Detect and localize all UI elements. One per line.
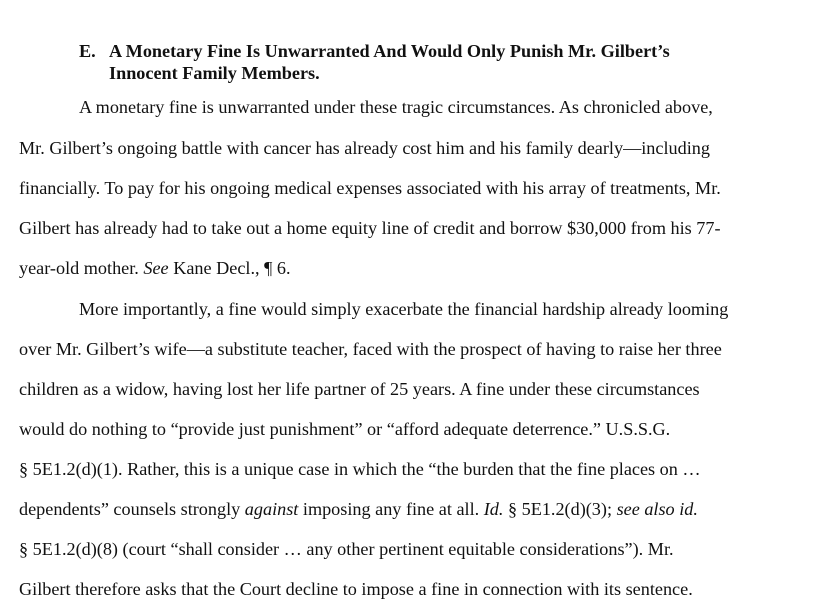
para2-line-6-text-a: dependents” counsels strongly xyxy=(19,499,245,519)
citation-id: Id. xyxy=(483,499,504,519)
para2-line-7: § 5E1.2(d)(8) (court “shall consider … any other pertinent equitable considerations”). Mr. xyxy=(19,539,674,559)
para1-line-1: A monetary fine is unwarranted under these tragic circumstances. As chronicled above, xyxy=(79,97,713,117)
para2-line-5: § 5E1.2(d)(1). Rather, this is a unique case in which the “the burden that the fine places on … xyxy=(19,459,701,479)
para2-line-8: Gilbert therefore asks that the Court decline to impose a fine in connection with its sentence. xyxy=(19,579,693,599)
para2-line-2: over Mr. Gilbert’s wife—a substitute teacher, faced with the prospect of having to raise her three xyxy=(19,339,722,359)
emphasis-against: against xyxy=(244,499,299,519)
heading-line-2: Innocent Family Members. xyxy=(109,63,320,83)
para1-line-5-text-b: Kane Decl., ¶ 6. xyxy=(168,258,291,278)
para1-line-5 xyxy=(19,257,291,279)
para2-line-6-text-b: imposing any fine at all. xyxy=(298,499,484,519)
para2-line-1: More importantly, a fine would simply exacerbate the financial hardship already looming xyxy=(79,299,729,319)
para1-line-5-text-a: year-old mother. xyxy=(19,258,144,278)
para2-line-4: would do nothing to “provide just punishment” or “afford adequate deterrence.” U.S.S.G. xyxy=(19,419,671,439)
para2-line-3: children as a widow, having lost her life partner of 25 years. A fine under these circumstances xyxy=(19,379,700,399)
para1-line-2: Mr. Gilbert’s ongoing battle with cancer has already cost him and his family dearly—including xyxy=(19,138,710,158)
heading-line-1: A Monetary Fine Is Unwarranted And Would Only Punish Mr. Gilbert’s xyxy=(109,41,670,61)
para1-line-4: Gilbert has already had to take out a home equity line of credit and borrow $30,000 from his 77- xyxy=(19,218,721,238)
section-heading xyxy=(79,40,670,84)
para2-line-6-text-c: § 5E1.2(d)(3); xyxy=(503,499,617,519)
section-letter: E. xyxy=(79,41,96,61)
para2-line-6 xyxy=(19,498,698,520)
citation-see-also-id: see also id. xyxy=(616,499,698,519)
citation-signal-see: See xyxy=(143,258,169,278)
para1-line-3: financially. To pay for his ongoing medical expenses associated with his array of treatments, Mr. xyxy=(19,178,721,198)
